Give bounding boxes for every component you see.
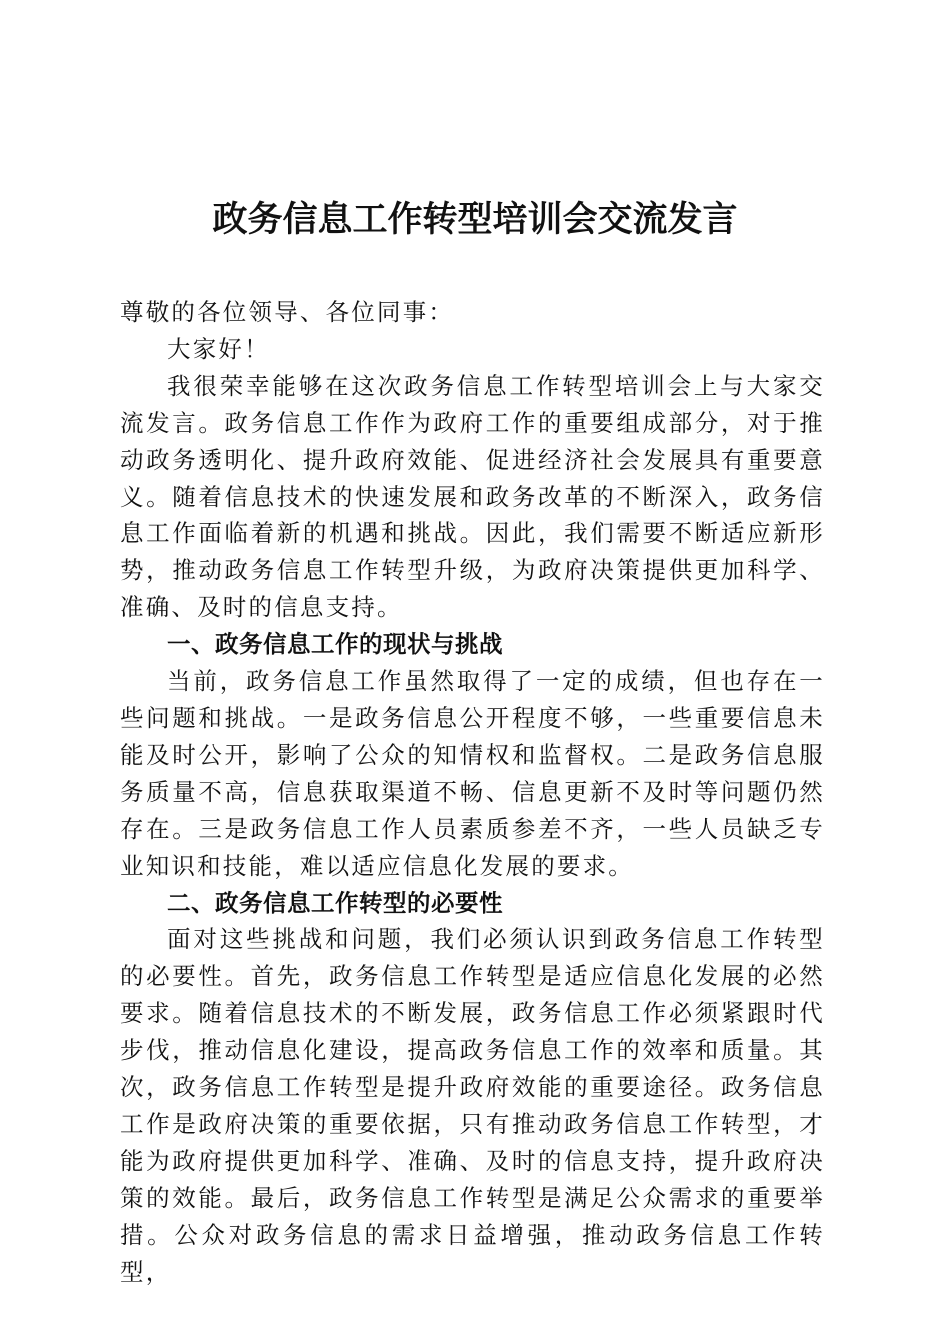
intro-paragraph: 我很荣幸能够在这次政务信息工作转型培训会上与大家交流发言。政务信息工作作为政府工作的重要组成部分，对于推动政务透明化、提升政府效能、促进经济社会发展具有重要意义。随着信息技术的快速发展和政务改革的不断深入，政务信息工作面临着新的机遇和挑战。因此，我们需要不断适应新形势，推动政务信息工作转型升级，为政府决策提供更加科学、准确、及时的信息支持。 [120,371,825,622]
salutation: 尊敬的各位领导、各位同事： [120,298,455,326]
document-title: 政务信息工作转型培训会交流发言 [212,199,738,240]
section-1-paragraph: 当前，政务信息工作虽然取得了一定的成绩，但也存在一些问题和挑战。一是政务信息公开程度不够，一些重要信息未能及时公开，影响了公众的知情权和监督权。二是政务信息服务质量不高，信息获取渠道不畅、信息更新不及时等问题仍然存在。三是政务信息工作人员素质参差不齐，一些人员缺乏专业知识和技能，难以适应信息化发展的要求。 [120,667,825,880]
greeting: 大家好！ [167,334,270,363]
section-heading-2: 二、政务信息工作转型的必要性 [167,888,503,917]
section-2-paragraph: 面对这些挑战和问题，我们必须认识到政务信息工作转型的必要性。首先，政务信息工作转型是适应信息化发展的必然要求。随着信息技术的不断发展，政务信息工作必须紧跟时代步伐，推动信息化建设，提高政务信息工作的效率和质量。其次，政务信息工作转型是提升政府效能的重要途径。政务信息工作是政府决策的重要依据，只有推动政务信息工作转型，才能为政府提供更加科学、准确、及时的信息支持，提升政府决策的效能。最后，政务信息工作转型是满足公众需求的重要举措。公众对政务信息的需求日益增强，推动政务信息工作转型， [120,925,825,1286]
document-body [120,294,825,1290]
section-heading-1: 一、政务信息工作的现状与挑战 [167,630,503,659]
